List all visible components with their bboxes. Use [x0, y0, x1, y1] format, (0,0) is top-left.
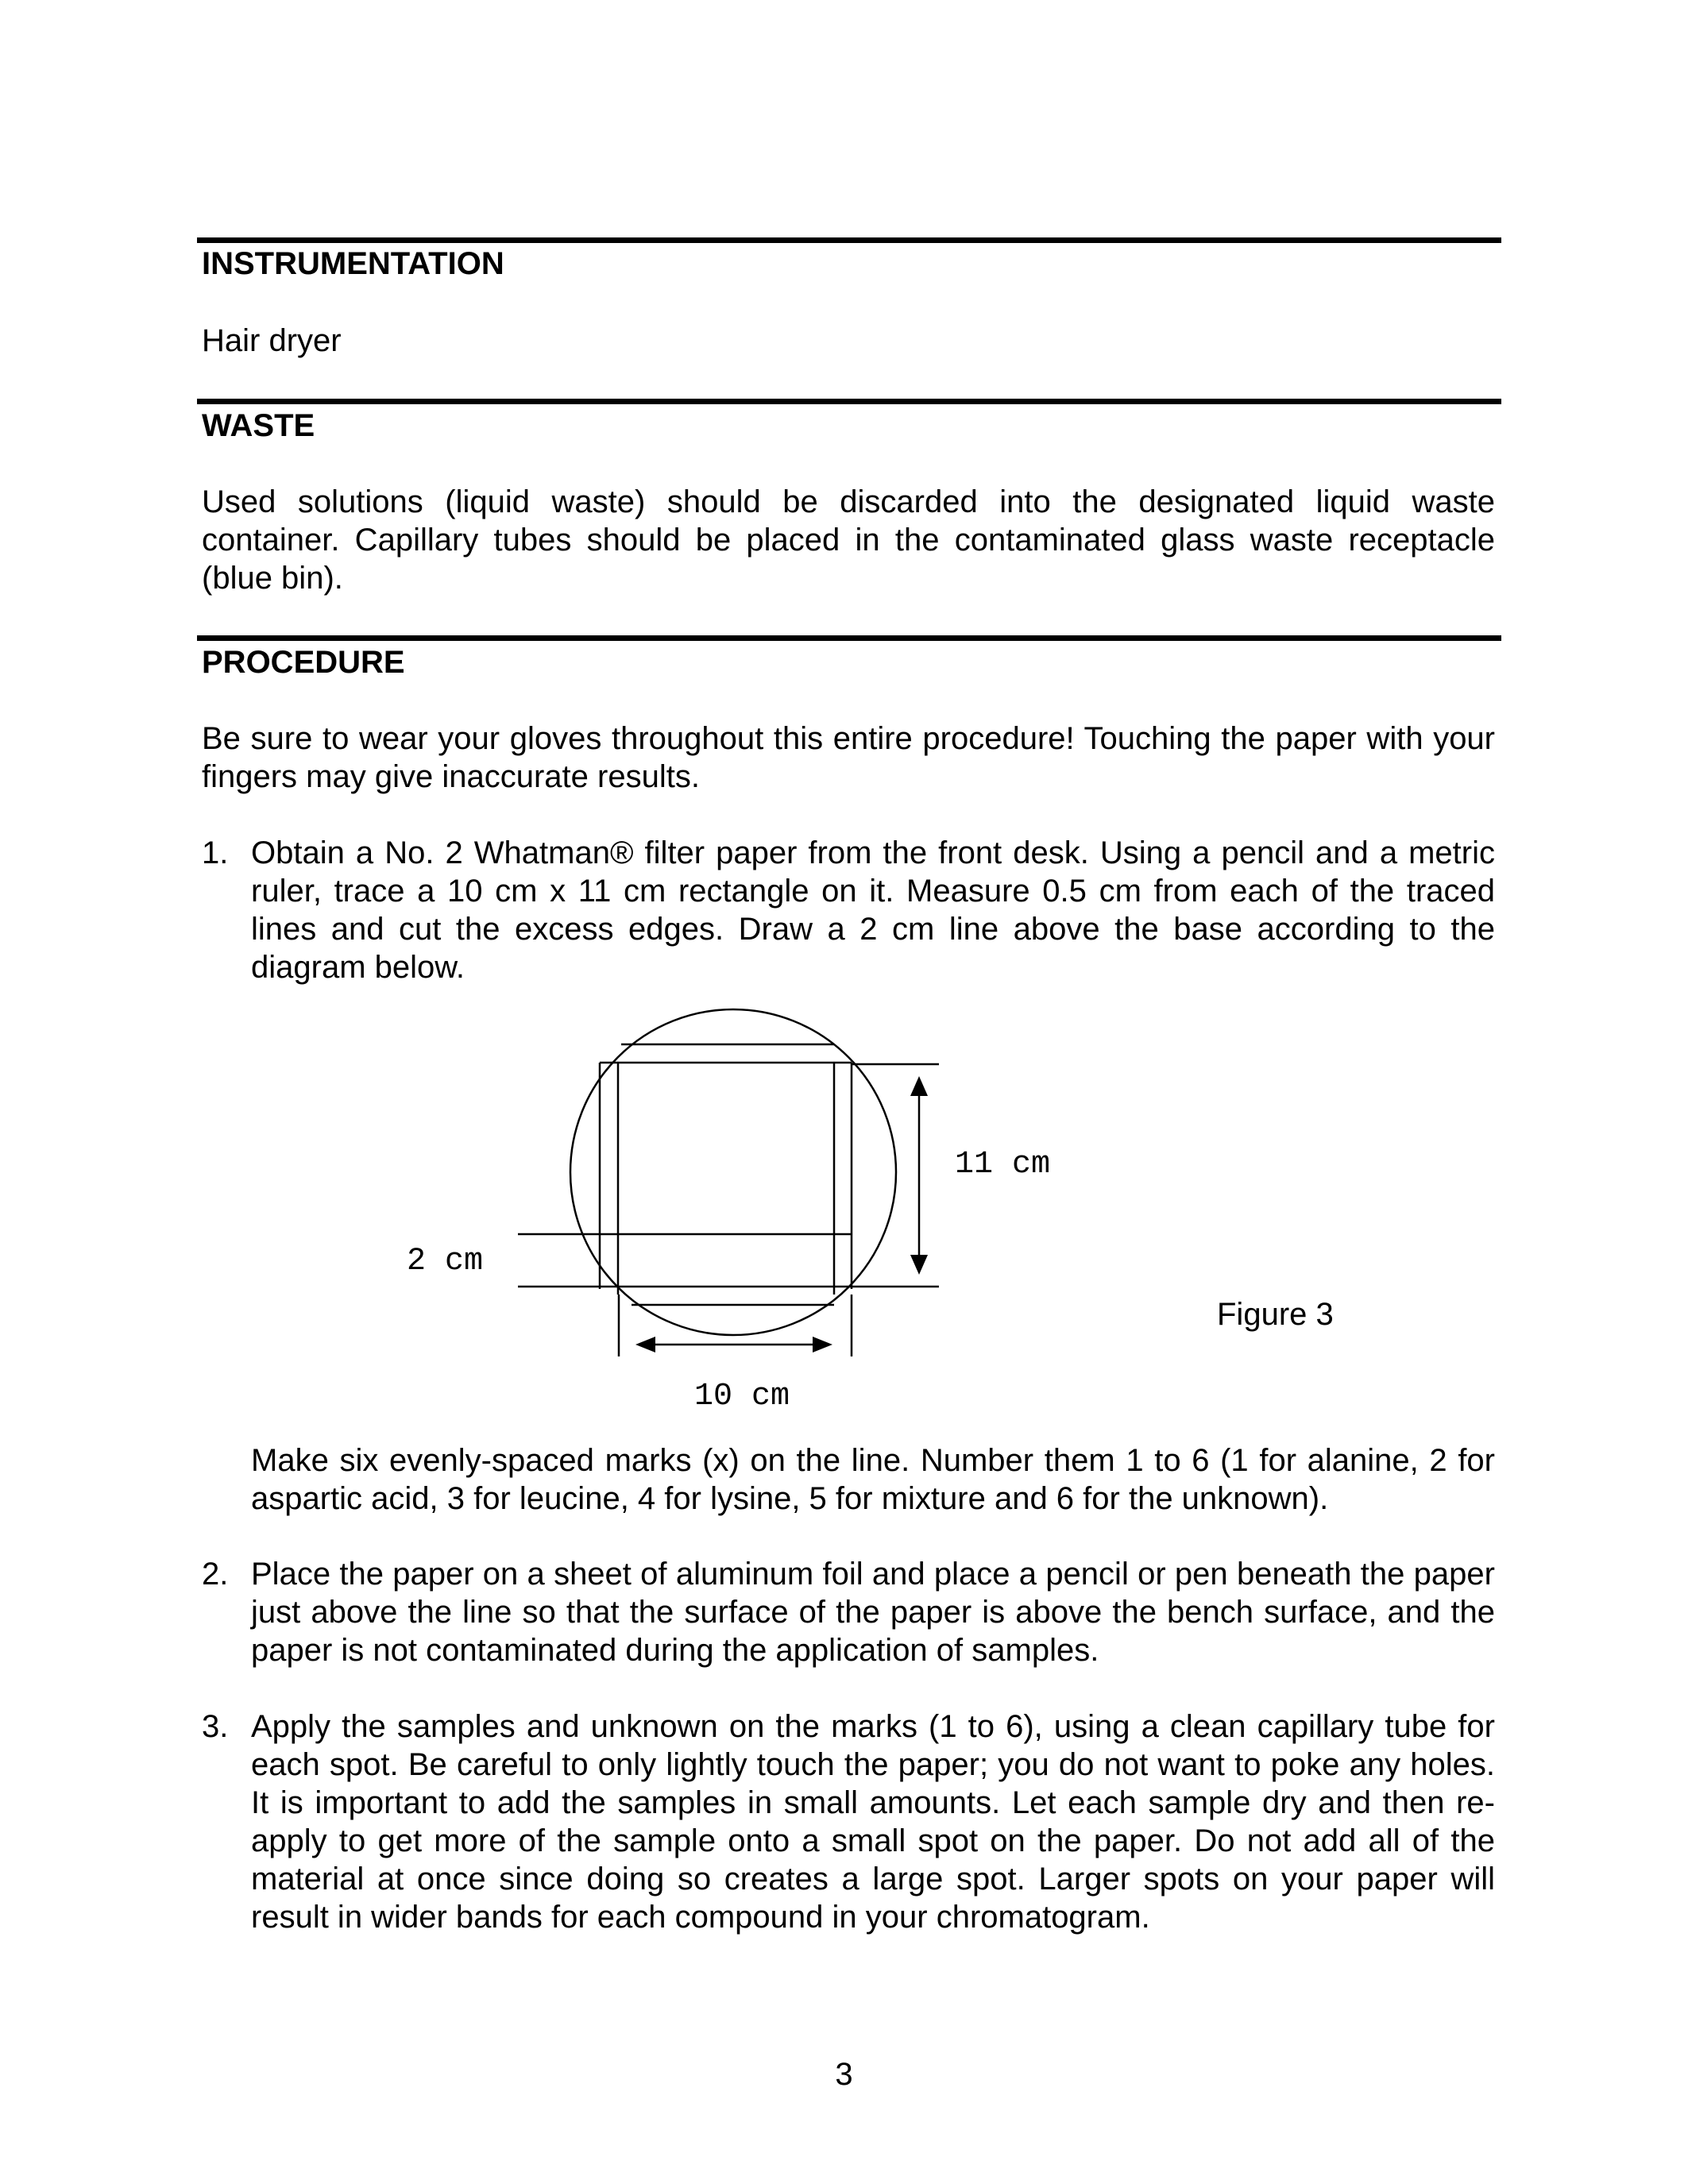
page-number: 3 — [835, 2057, 853, 2092]
arrowhead-right-icon — [813, 1337, 832, 1352]
height-label: 11 cm — [955, 1147, 1051, 1183]
procedure-step-3 — [202, 1707, 1495, 1936]
arrowhead-up-icon — [910, 1076, 928, 1096]
arrowhead-left-icon — [635, 1337, 655, 1352]
procedure-intro: Be sure to wear your gloves throughout this entire procedure! Touching the paper with your fingers may give inaccurate results. — [202, 721, 1495, 794]
step-text: Apply the samples and unknown on the marks (1 to 6), using a clean capillary tube for each spot. Be careful to only lightly touch the paper; you do not want to poke any holes. It is important to add the samples in small amounts. Let each sample dry and then re-apply to get more of the sample onto a small spot on the paper. Do not add all of the material at once since doing so creates a large spot. Larger spots on your paper will result in wider bands for each compound in your chromatogram. — [251, 1709, 1495, 1935]
step-number: 1. — [202, 835, 229, 870]
step-number: 2. — [202, 1557, 229, 1592]
step-text: Obtain a No. 2 Whatman® filter paper from the front desk. Using a pencil and a metric ruler, trace a 10 cm x 11 cm rectangle on it. Measure 0.5 cm from each of the traced lines and cut the excess edges. Draw a 2 cm line above the base according to the diagram below. — [251, 835, 1495, 985]
procedure-step-2 — [202, 1555, 1495, 1669]
step-number: 3. — [202, 1709, 229, 1744]
arrowhead-down-icon — [910, 1255, 928, 1275]
step-text: Place the paper on a sheet of aluminum foil and place a pencil or pen beneath the paper just above the line so that the surface of the paper is above the bench surface, and the paper is not contaminated during the application of samples. — [251, 1557, 1495, 1668]
waste-text: Used solutions (liquid waste) should be discarded into the designated liquid waste container. Capillary tubes should be placed in the contaminated glass waste receptacle (blue bin). — [202, 484, 1495, 596]
waste-heading: WASTE — [202, 408, 315, 443]
instrumentation-text: Hair dryer — [202, 323, 342, 358]
instrumentation-heading: INSTRUMENTATION — [202, 246, 504, 281]
width-label: 10 cm — [694, 1379, 790, 1414]
figure-caption: Figure 3 — [1217, 1297, 1334, 1332]
procedure-heading: PROCEDURE — [202, 645, 405, 680]
line-label: 2 cm — [407, 1244, 484, 1279]
step-1-followup: Make six evenly-spaced marks (x) on the line. Number them 1 to 6 (1 for alanine, 2 for aspartic acid, 3 for leucine, 4 for lysine, 5 for mixture and 6 for the unknown). — [251, 1443, 1495, 1516]
